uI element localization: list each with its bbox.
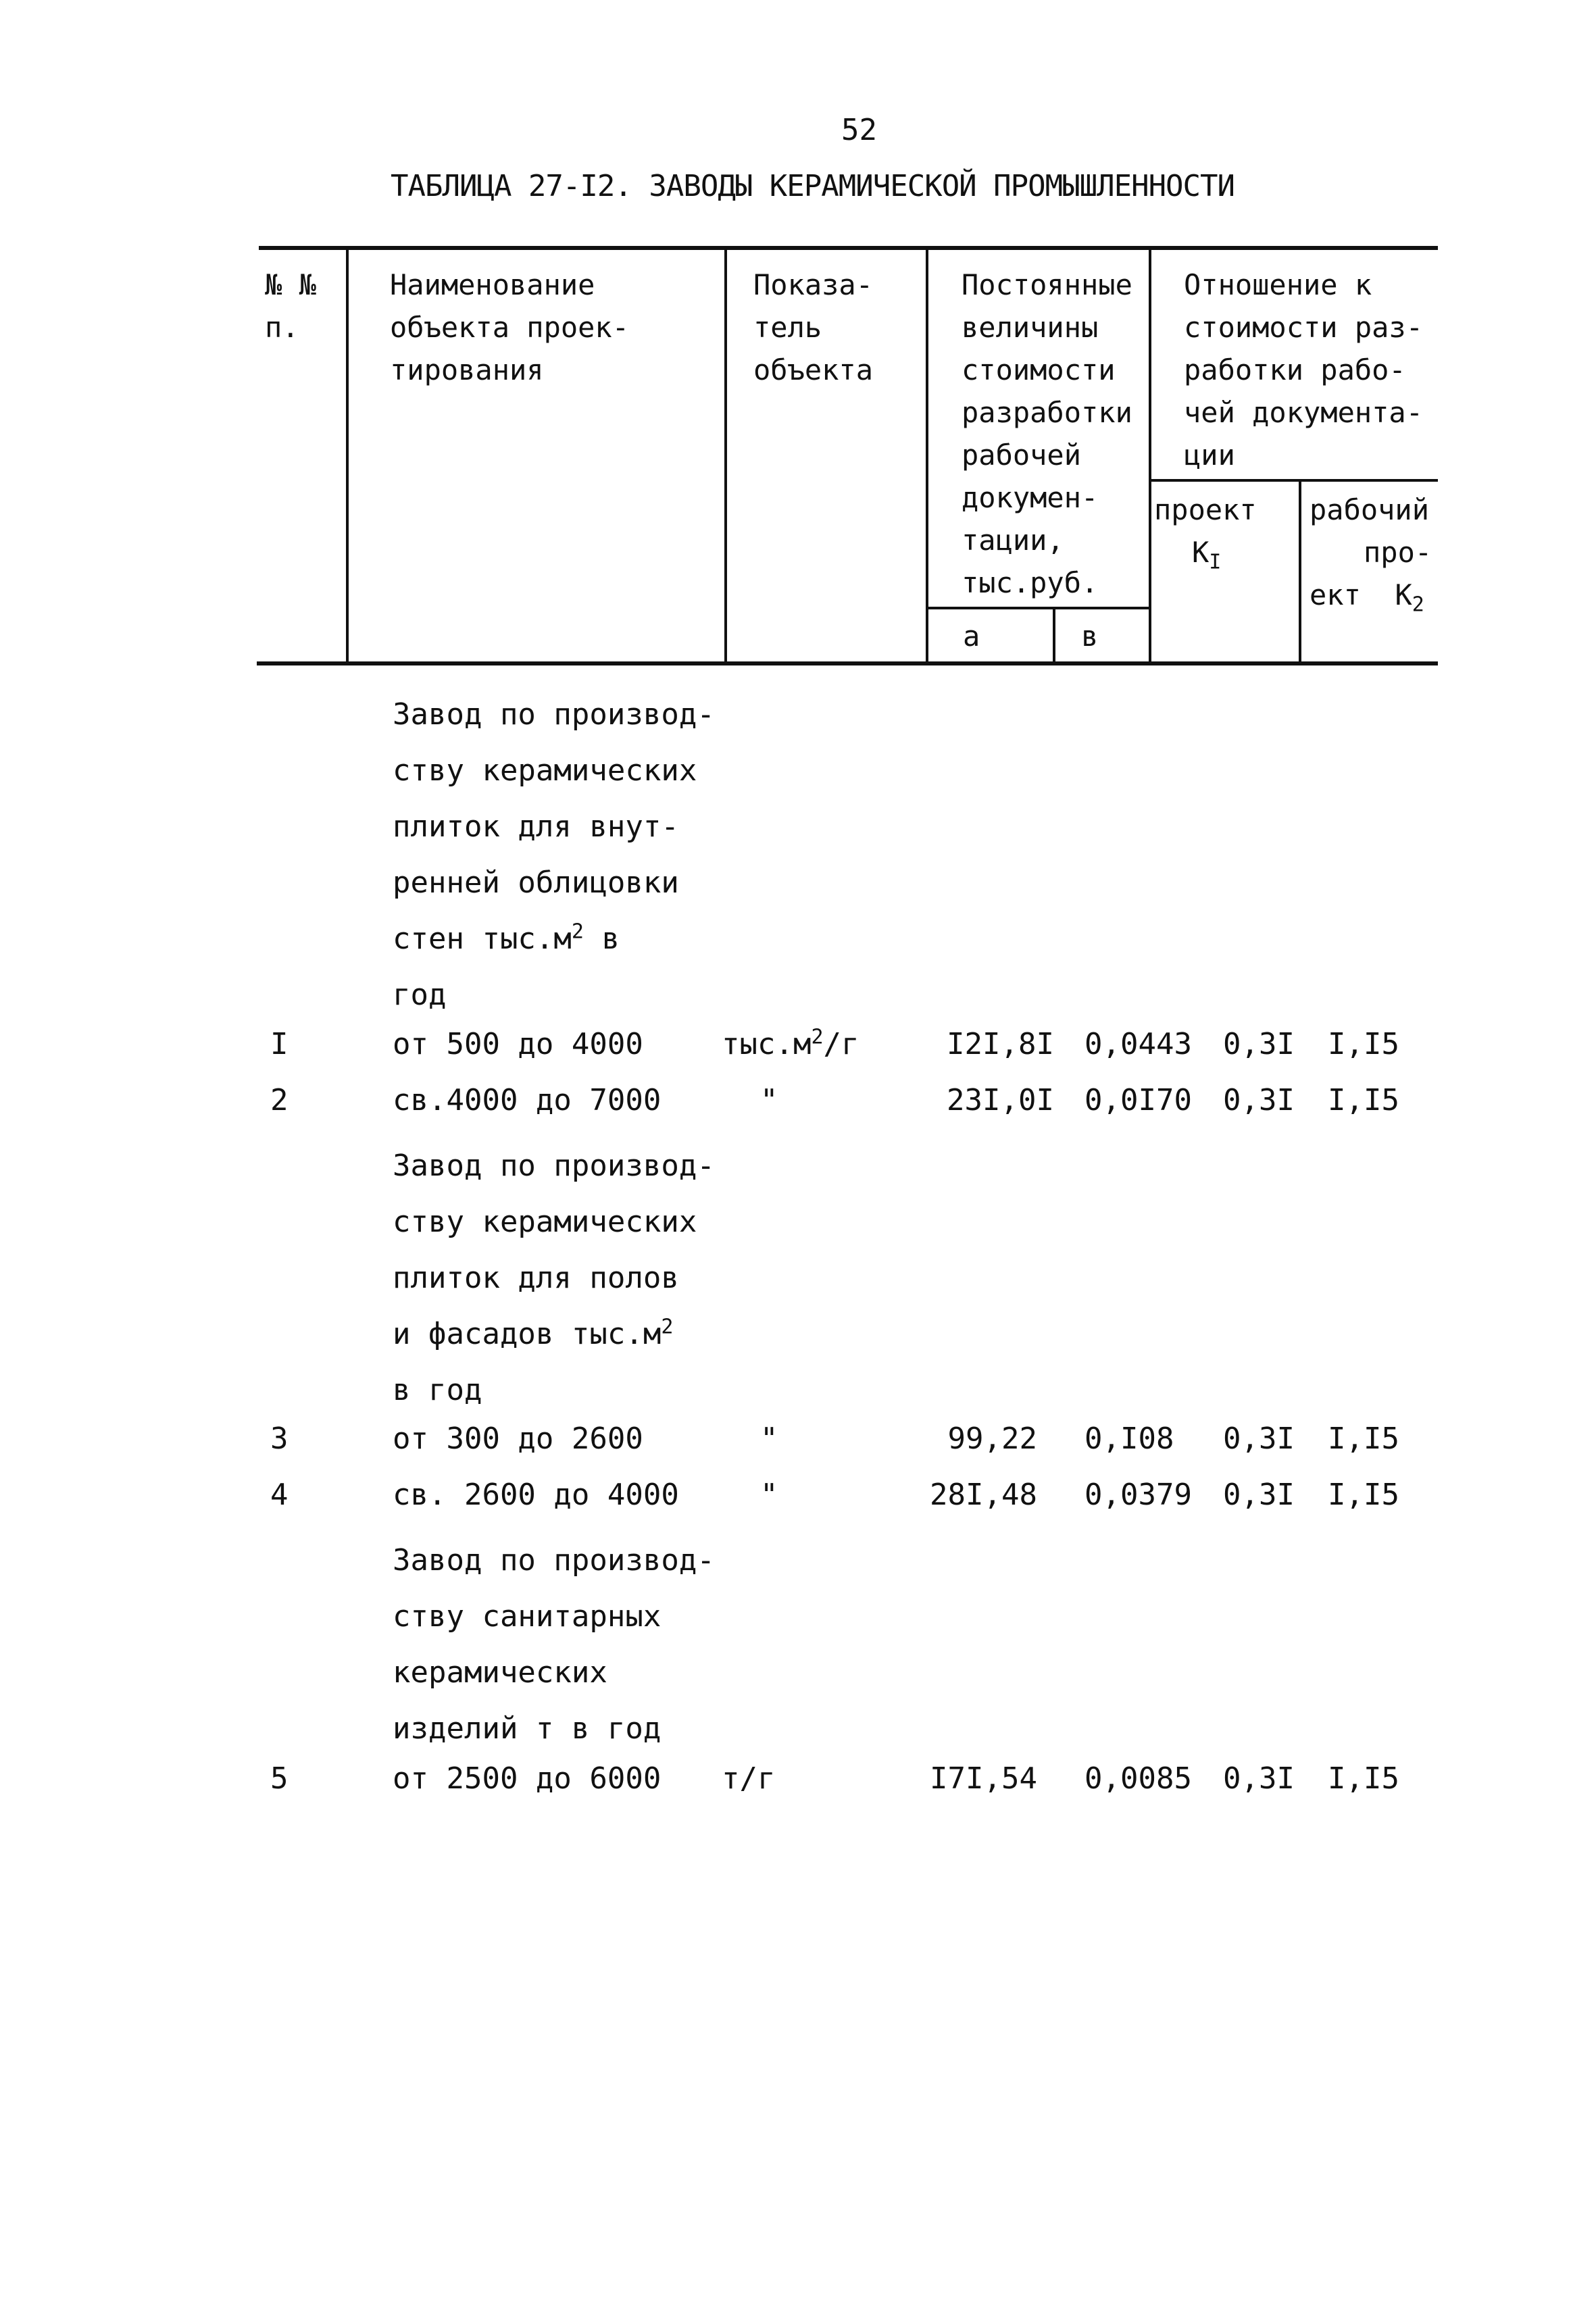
- row-indicator: ": [760, 1478, 778, 1512]
- row-name: от 2500 до 6000: [393, 1761, 662, 1796]
- row-indicator: ": [760, 1422, 778, 1456]
- row-value-k1: 0,3I: [1223, 1478, 1295, 1512]
- header-col-const: Постоянные величины стоимости разработки рабочей докумен- тации, тыс.руб.: [962, 268, 1132, 599]
- row-value-b: 0,0085: [1084, 1761, 1192, 1796]
- row-name: св. 2600 до 4000: [393, 1478, 679, 1512]
- page-number: 52: [841, 113, 877, 147]
- row-indicator: $тыс.м^2/г$: [722, 1025, 859, 1061]
- header-divider-ab: [1053, 608, 1055, 663]
- row-value-k2: I,I5: [1328, 1422, 1399, 1456]
- header-col-k2: рабочий про- ект $K_2$: [1310, 493, 1432, 617]
- header-col-ratio: Отношение к стоимости раз- работки рабо- чей документа- ции: [1184, 268, 1424, 472]
- header-divider-3: [926, 246, 928, 663]
- header-col-b: в: [1081, 620, 1099, 653]
- header-divider-2: [724, 246, 727, 663]
- row-value-k1: 0,3I: [1223, 1422, 1295, 1456]
- row-value-k1: 0,3I: [1223, 1761, 1295, 1796]
- header-col-k1: проект $K_I$: [1154, 493, 1257, 574]
- header-divider-4: [1149, 246, 1151, 663]
- header-col-a: а: [963, 620, 980, 653]
- row-value-k2: I,I5: [1328, 1027, 1399, 1061]
- row-indicator: ": [760, 1083, 778, 1117]
- row-indicator: т/г: [722, 1761, 776, 1796]
- header-divider-1: [346, 246, 349, 663]
- row-num: I: [270, 1027, 289, 1061]
- section-heading: Завод по производ- ству керамических плиток для внут- ренней облицовки стен $тыс.м^2$ в год: [393, 697, 715, 1012]
- table-title: ТАБЛИЦА 27-I2. ЗАВОДЫ КЕРАМИЧЕСКОЙ ПРОМЫШЛЕННОСТИ: [391, 169, 1235, 203]
- header-const-subrule: [927, 607, 1150, 609]
- row-name: св.4000 до 7000: [393, 1083, 662, 1117]
- header-bottom-rule: [257, 661, 1438, 665]
- row-value-k1: 0,3I: [1223, 1083, 1295, 1117]
- header-col-name: Наименование объекта проек- тирования: [390, 268, 630, 386]
- row-num: 3: [270, 1422, 289, 1456]
- row-value-k2: I,I5: [1328, 1478, 1399, 1512]
- row-num: 4: [270, 1478, 289, 1512]
- header-divider-5: [1299, 481, 1301, 663]
- row-value-b: 0,0379: [1084, 1478, 1192, 1512]
- header-col-num: № № п.: [265, 268, 316, 344]
- row-num: 5: [270, 1761, 289, 1796]
- header-top-rule: [259, 246, 1438, 250]
- section-heading: Завод по производ- ству керамических плиток для полов и фасадов $тыс.м^2$ в год: [393, 1149, 715, 1407]
- row-value-a: I7I,54: [930, 1761, 1037, 1796]
- row-value-k1: 0,3I: [1223, 1027, 1295, 1061]
- row-value-a: 99,22: [947, 1422, 1037, 1456]
- row-value-a: I2I,8I: [947, 1027, 1054, 1061]
- header-ratio-subrule: [1149, 479, 1438, 482]
- row-name: от 500 до 4000: [393, 1027, 643, 1061]
- row-name: от 300 до 2600: [393, 1422, 643, 1456]
- row-value-k2: I,I5: [1328, 1761, 1399, 1796]
- row-value-k2: I,I5: [1328, 1083, 1399, 1117]
- row-value-b: 0,I08: [1084, 1422, 1174, 1456]
- row-num: 2: [270, 1083, 289, 1117]
- header-col-indicator: Показа- тель объекта: [753, 268, 874, 386]
- section-heading: Завод по производ- ству санитарных керамических изделий т в год: [393, 1543, 715, 1746]
- row-value-b: 0,0443: [1084, 1027, 1192, 1061]
- row-value-a: 28I,48: [930, 1478, 1037, 1512]
- row-value-b: 0,0I70: [1084, 1083, 1192, 1117]
- row-value-a: 23I,0I: [947, 1083, 1054, 1117]
